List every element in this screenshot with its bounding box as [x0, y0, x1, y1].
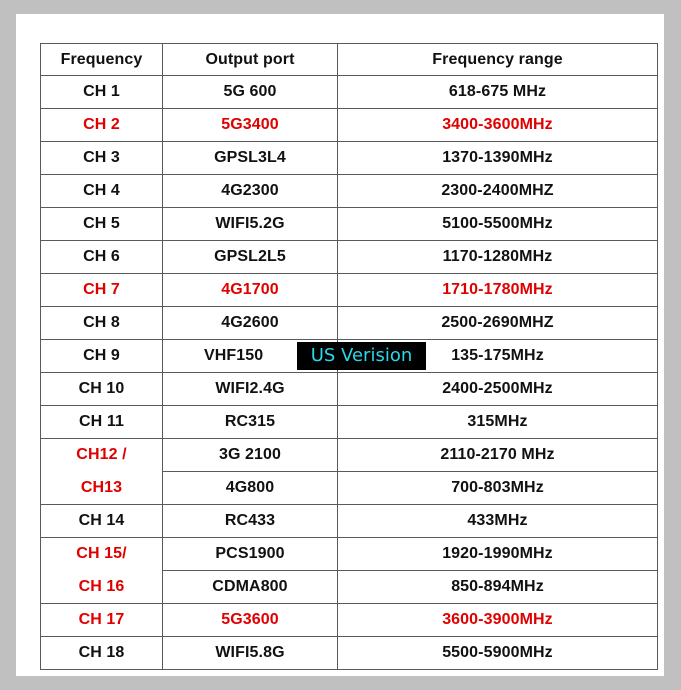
frequency-range-cell: 2110-2170 MHz	[338, 439, 658, 472]
frequency-range-cell: 433MHz	[338, 505, 658, 538]
channel-cell: CH 3	[41, 142, 163, 175]
channel-cell: CH 1	[41, 76, 163, 109]
table-row	[41, 76, 658, 109]
output-port-cell: VHF150	[163, 340, 338, 373]
table-row	[41, 307, 658, 340]
frequency-range-cell: 2500-2690MHZ	[338, 307, 658, 340]
channel-cell: CH12 /	[41, 439, 163, 472]
frequency-range-cell: 315MHz	[338, 406, 658, 439]
table-row	[41, 142, 658, 175]
table-row	[41, 604, 658, 637]
channel-cell: CH 7	[41, 274, 163, 307]
table-row	[41, 175, 658, 208]
frequency-range-cell: 700-803MHz	[338, 472, 658, 505]
table-row	[41, 571, 658, 604]
frequency-range-cell: 1920-1990MHz	[338, 538, 658, 571]
table-header-row	[41, 44, 658, 76]
table-row	[41, 373, 658, 406]
channel-cell: CH 6	[41, 241, 163, 274]
table-row	[41, 505, 658, 538]
channel-cell: CH 18	[41, 637, 163, 670]
table-row	[41, 208, 658, 241]
output-port-cell: PCS1900	[163, 538, 338, 571]
channel-cell: CH 5	[41, 208, 163, 241]
table-row	[41, 241, 658, 274]
header-frequency: Frequency	[41, 44, 163, 76]
channel-cell: CH 17	[41, 604, 163, 637]
table-row	[41, 109, 658, 142]
table-row	[41, 637, 658, 670]
channel-cell: CH 14	[41, 505, 163, 538]
channel-cell: CH 9	[41, 340, 163, 373]
table-row	[41, 472, 658, 505]
channel-cell: CH13	[41, 472, 163, 505]
output-port-cell: 3G 2100	[163, 439, 338, 472]
header-frequency-range: Frequency range	[338, 44, 658, 76]
output-port-cell: WIFI2.4G	[163, 373, 338, 406]
frequency-range-cell: 3400-3600MHz	[338, 109, 658, 142]
output-port-cell: 5G 600	[163, 76, 338, 109]
output-port-cell: GPSL2L5	[163, 241, 338, 274]
output-port-cell: 4G1700	[163, 274, 338, 307]
header-output-port: Output port	[163, 44, 338, 76]
table-row	[41, 274, 658, 307]
output-port-cell: RC315	[163, 406, 338, 439]
output-port-cell: 5G3400	[163, 109, 338, 142]
frequency-range-cell: 135-175MHz	[338, 340, 658, 373]
output-port-cell: RC433	[163, 505, 338, 538]
output-port-cell: WIFI5.8G	[163, 637, 338, 670]
frequency-range-cell: 1170-1280MHz	[338, 241, 658, 274]
frequency-range-cell: 2400-2500MHz	[338, 373, 658, 406]
output-port-cell: CDMA800	[163, 571, 338, 604]
frequency-range-cell: 1370-1390MHz	[338, 142, 658, 175]
output-port-cell: 4G2600	[163, 307, 338, 340]
table-row	[41, 439, 658, 472]
frequency-range-cell: 618-675 MHz	[338, 76, 658, 109]
channel-cell: CH 8	[41, 307, 163, 340]
frequency-range-cell: 5500-5900MHz	[338, 637, 658, 670]
output-port-cell: 4G2300	[163, 175, 338, 208]
output-port-cell: GPSL3L4	[163, 142, 338, 175]
channel-cell: CH 10	[41, 373, 163, 406]
frequency-range-cell: 3600-3900MHz	[338, 604, 658, 637]
channel-cell: CH 16	[41, 571, 163, 604]
us-version-label: US Verision	[297, 342, 426, 370]
channel-cell: CH 4	[41, 175, 163, 208]
frequency-range-cell: 5100-5500MHz	[338, 208, 658, 241]
channel-cell: CH 11	[41, 406, 163, 439]
output-port-cell: 4G800	[163, 472, 338, 505]
frequency-range-cell: 1710-1780MHz	[338, 274, 658, 307]
frequency-range-cell: 850-894MHz	[338, 571, 658, 604]
output-port-cell: WIFI5.2G	[163, 208, 338, 241]
table-row	[41, 538, 658, 571]
output-port-cell: 5G3600	[163, 604, 338, 637]
channel-cell: CH 2	[41, 109, 163, 142]
frequency-range-cell: 2300-2400MHZ	[338, 175, 658, 208]
table-row	[41, 406, 658, 439]
channel-cell: CH 15/	[41, 538, 163, 571]
